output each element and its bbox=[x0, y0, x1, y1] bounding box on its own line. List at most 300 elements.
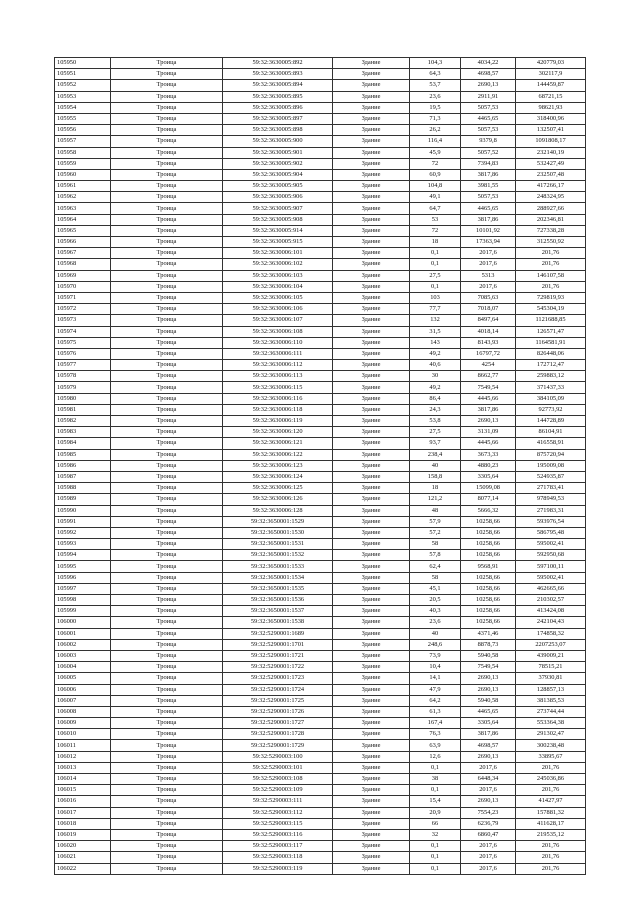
specific-value-cell: 4465,65 bbox=[461, 706, 516, 717]
cadastral-value-cell: 41427,97 bbox=[516, 796, 586, 807]
locality-cell: Троица bbox=[111, 315, 223, 326]
locality-cell: Троица bbox=[111, 371, 223, 382]
row-number-cell: 106003 bbox=[55, 650, 111, 661]
table-row bbox=[55, 270, 586, 281]
cadastral-number-cell: 59:32:3630005:895 bbox=[223, 91, 333, 102]
row-number-cell: 106014 bbox=[55, 774, 111, 785]
area-cell: 45,9 bbox=[410, 147, 461, 158]
locality-cell: Троица bbox=[111, 113, 223, 124]
area-cell: 61,3 bbox=[410, 706, 461, 717]
area-cell: 121,2 bbox=[410, 494, 461, 505]
locality-cell: Троица bbox=[111, 829, 223, 840]
locality-cell: Троица bbox=[111, 449, 223, 460]
locality-cell: Троица bbox=[111, 785, 223, 796]
locality-cell: Троица bbox=[111, 416, 223, 427]
area-cell: 63,9 bbox=[410, 740, 461, 751]
locality-cell: Троица bbox=[111, 102, 223, 113]
specific-value-cell: 4034,22 bbox=[461, 58, 516, 69]
cadastral-number-cell: 59:32:3630005:900 bbox=[223, 136, 333, 147]
table-row bbox=[55, 259, 586, 270]
area-cell: 27,5 bbox=[410, 427, 461, 438]
cadastral-number-cell: 59:32:5290001:1722 bbox=[223, 662, 333, 673]
object-type-cell: Здание bbox=[333, 292, 410, 303]
area-cell: 64,2 bbox=[410, 695, 461, 706]
cadastral-value-cell: 172712,47 bbox=[516, 360, 586, 371]
table-row bbox=[55, 449, 586, 460]
cadastral-number-cell: 59:32:3630006:112 bbox=[223, 360, 333, 371]
locality-cell: Троица bbox=[111, 852, 223, 863]
specific-value-cell: 2017,6 bbox=[461, 259, 516, 270]
area-cell: 26,2 bbox=[410, 125, 461, 136]
row-number-cell: 105968 bbox=[55, 259, 111, 270]
table-row bbox=[55, 606, 586, 617]
specific-value-cell: 10258,66 bbox=[461, 595, 516, 606]
area-cell: 57,9 bbox=[410, 516, 461, 527]
cadastral-value-cell: 201,76 bbox=[516, 863, 586, 874]
cadastral-number-cell: 59:32:3650001:1535 bbox=[223, 583, 333, 594]
row-number-cell: 105981 bbox=[55, 404, 111, 415]
cadastral-number-cell: 59:32:5290003:115 bbox=[223, 818, 333, 829]
cadastral-number-cell: 59:32:5290003:118 bbox=[223, 852, 333, 863]
specific-value-cell: 3305,64 bbox=[461, 471, 516, 482]
locality-cell: Троица bbox=[111, 192, 223, 203]
row-number-cell: 105989 bbox=[55, 494, 111, 505]
table-row bbox=[55, 147, 586, 158]
cadastral-number-cell: 59:32:3630006:113 bbox=[223, 371, 333, 382]
cadastral-value-cell: 144728,89 bbox=[516, 416, 586, 427]
object-type-cell: Здание bbox=[333, 80, 410, 91]
table-row bbox=[55, 281, 586, 292]
object-type-cell: Здание bbox=[333, 169, 410, 180]
cadastral-value-cell: 146107,58 bbox=[516, 270, 586, 281]
object-type-cell: Здание bbox=[333, 438, 410, 449]
locality-cell: Троица bbox=[111, 684, 223, 695]
specific-value-cell: 8077,14 bbox=[461, 494, 516, 505]
table-row bbox=[55, 91, 586, 102]
cadastral-number-cell: 59:32:3650001:1531 bbox=[223, 539, 333, 550]
area-cell: 104,3 bbox=[410, 58, 461, 69]
cadastral-value-cell: 92773,92 bbox=[516, 404, 586, 415]
cadastral-number-cell: 59:32:3630005:902 bbox=[223, 158, 333, 169]
area-cell: 18 bbox=[410, 483, 461, 494]
object-type-cell: Здание bbox=[333, 136, 410, 147]
cadastral-number-cell: 59:32:3630006:116 bbox=[223, 393, 333, 404]
object-type-cell: Здание bbox=[333, 203, 410, 214]
locality-cell: Троица bbox=[111, 695, 223, 706]
specific-value-cell: 4018,14 bbox=[461, 326, 516, 337]
cadastral-number-cell: 59:32:3650001:1533 bbox=[223, 561, 333, 572]
table-row bbox=[55, 292, 586, 303]
object-type-cell: Здание bbox=[333, 483, 410, 494]
cadastral-value-cell: 291302,47 bbox=[516, 729, 586, 740]
cadastral-number-cell: 59:32:5290001:1723 bbox=[223, 673, 333, 684]
specific-value-cell: 3131,09 bbox=[461, 427, 516, 438]
cadastral-value-cell: 242104,43 bbox=[516, 617, 586, 628]
table-row bbox=[55, 393, 586, 404]
area-cell: 23,6 bbox=[410, 91, 461, 102]
area-cell: 15,4 bbox=[410, 796, 461, 807]
table-row bbox=[55, 583, 586, 594]
row-number-cell: 105960 bbox=[55, 169, 111, 180]
table-row bbox=[55, 673, 586, 684]
table-row bbox=[55, 360, 586, 371]
cadastral-value-cell: 126571,47 bbox=[516, 326, 586, 337]
cadastral-value-cell: 595002,41 bbox=[516, 539, 586, 550]
object-type-cell: Здание bbox=[333, 326, 410, 337]
object-type-cell: Здание bbox=[333, 382, 410, 393]
row-number-cell: 105974 bbox=[55, 326, 111, 337]
table-row bbox=[55, 494, 586, 505]
table-row bbox=[55, 505, 586, 516]
area-cell: 32 bbox=[410, 829, 461, 840]
object-type-cell: Здание bbox=[333, 494, 410, 505]
cadastral-value-cell: 201,76 bbox=[516, 259, 586, 270]
object-type-cell: Здание bbox=[333, 371, 410, 382]
object-type-cell: Здание bbox=[333, 774, 410, 785]
cadastral-value-cell: 157881,32 bbox=[516, 807, 586, 818]
cadastral-number-cell: 59:32:5290003:101 bbox=[223, 762, 333, 773]
specific-value-cell: 2690,13 bbox=[461, 80, 516, 91]
specific-value-cell: 10258,66 bbox=[461, 516, 516, 527]
row-number-cell: 105987 bbox=[55, 471, 111, 482]
object-type-cell: Здание bbox=[333, 259, 410, 270]
locality-cell: Троица bbox=[111, 438, 223, 449]
locality-cell: Троица bbox=[111, 259, 223, 270]
row-number-cell: 106020 bbox=[55, 841, 111, 852]
area-cell: 53 bbox=[410, 214, 461, 225]
area-cell: 40,3 bbox=[410, 606, 461, 617]
object-type-cell: Здание bbox=[333, 796, 410, 807]
cadastral-value-cell: 2207253,07 bbox=[516, 639, 586, 650]
object-type-cell: Здание bbox=[333, 606, 410, 617]
row-number-cell: 105955 bbox=[55, 113, 111, 124]
locality-cell: Троица bbox=[111, 494, 223, 505]
object-type-cell: Здание bbox=[333, 863, 410, 874]
cadastral-value-table bbox=[54, 57, 586, 875]
cadastral-number-cell: 59:32:5290001:1726 bbox=[223, 706, 333, 717]
row-number-cell: 105979 bbox=[55, 382, 111, 393]
area-cell: 0,1 bbox=[410, 281, 461, 292]
area-cell: 18 bbox=[410, 237, 461, 248]
area-cell: 76,3 bbox=[410, 729, 461, 740]
table-row bbox=[55, 203, 586, 214]
table-row bbox=[55, 58, 586, 69]
locality-cell: Троица bbox=[111, 304, 223, 315]
table-row bbox=[55, 762, 586, 773]
object-type-cell: Здание bbox=[333, 841, 410, 852]
specific-value-cell: 8497,64 bbox=[461, 315, 516, 326]
specific-value-cell: 3673,33 bbox=[461, 449, 516, 460]
table-row bbox=[55, 550, 586, 561]
table-row bbox=[55, 181, 586, 192]
row-number-cell: 106022 bbox=[55, 863, 111, 874]
object-type-cell: Здание bbox=[333, 449, 410, 460]
object-type-cell: Здание bbox=[333, 69, 410, 80]
cadastral-number-cell: 59:32:3630005:906 bbox=[223, 192, 333, 203]
cadastral-number-cell: 59:32:3650001:1529 bbox=[223, 516, 333, 527]
table-row bbox=[55, 169, 586, 180]
area-cell: 20,9 bbox=[410, 807, 461, 818]
table-row bbox=[55, 539, 586, 550]
cadastral-value-cell: 592950,68 bbox=[516, 550, 586, 561]
specific-value-cell: 8143,93 bbox=[461, 337, 516, 348]
row-number-cell: 105982 bbox=[55, 416, 111, 427]
area-cell: 104,8 bbox=[410, 181, 461, 192]
cadastral-number-cell: 59:32:3630006:128 bbox=[223, 505, 333, 516]
object-type-cell: Здание bbox=[333, 158, 410, 169]
area-cell: 49,2 bbox=[410, 348, 461, 359]
specific-value-cell: 10258,66 bbox=[461, 572, 516, 583]
cadastral-number-cell: 59:32:3650001:1537 bbox=[223, 606, 333, 617]
row-number-cell: 105954 bbox=[55, 102, 111, 113]
cadastral-number-cell: 59:32:3630006:101 bbox=[223, 248, 333, 259]
cadastral-value-cell: 318400,96 bbox=[516, 113, 586, 124]
cadastral-value-cell: 219535,12 bbox=[516, 829, 586, 840]
cadastral-value-cell: 232507,48 bbox=[516, 169, 586, 180]
object-type-cell: Здание bbox=[333, 427, 410, 438]
table-row bbox=[55, 113, 586, 124]
table-row bbox=[55, 751, 586, 762]
locality-cell: Троица bbox=[111, 483, 223, 494]
area-cell: 62,4 bbox=[410, 561, 461, 572]
cadastral-value-cell: 37930,81 bbox=[516, 673, 586, 684]
specific-value-cell: 5313 bbox=[461, 270, 516, 281]
specific-value-cell: 2017,6 bbox=[461, 248, 516, 259]
cadastral-number-cell: 59:32:3630005:907 bbox=[223, 203, 333, 214]
object-type-cell: Здание bbox=[333, 807, 410, 818]
object-type-cell: Здание bbox=[333, 471, 410, 482]
specific-value-cell: 10258,66 bbox=[461, 583, 516, 594]
locality-cell: Троица bbox=[111, 550, 223, 561]
area-cell: 40,6 bbox=[410, 360, 461, 371]
cadastral-value-cell: 875720,94 bbox=[516, 449, 586, 460]
object-type-cell: Здание bbox=[333, 561, 410, 572]
table-row bbox=[55, 225, 586, 236]
cadastral-number-cell: 59:32:5290001:1701 bbox=[223, 639, 333, 650]
object-type-cell: Здание bbox=[333, 706, 410, 717]
object-type-cell: Здание bbox=[333, 527, 410, 538]
locality-cell: Троица bbox=[111, 125, 223, 136]
row-number-cell: 105984 bbox=[55, 438, 111, 449]
row-number-cell: 106005 bbox=[55, 673, 111, 684]
area-cell: 40 bbox=[410, 460, 461, 471]
cadastral-value-cell: 302117,9 bbox=[516, 69, 586, 80]
row-number-cell: 106017 bbox=[55, 807, 111, 818]
table-row bbox=[55, 628, 586, 639]
object-type-cell: Здание bbox=[333, 225, 410, 236]
locality-cell: Троица bbox=[111, 393, 223, 404]
specific-value-cell: 4698,57 bbox=[461, 740, 516, 751]
cadastral-number-cell: 59:32:3630006:119 bbox=[223, 416, 333, 427]
area-cell: 0,1 bbox=[410, 841, 461, 852]
area-cell: 72 bbox=[410, 158, 461, 169]
row-number-cell: 105999 bbox=[55, 606, 111, 617]
table-row bbox=[55, 595, 586, 606]
cadastral-value-cell: 132507,41 bbox=[516, 125, 586, 136]
row-number-cell: 105951 bbox=[55, 69, 111, 80]
object-type-cell: Здание bbox=[333, 147, 410, 158]
row-number-cell: 106008 bbox=[55, 706, 111, 717]
table-row bbox=[55, 617, 586, 628]
table-row bbox=[55, 807, 586, 818]
object-type-cell: Здание bbox=[333, 248, 410, 259]
specific-value-cell: 7549,54 bbox=[461, 382, 516, 393]
locality-cell: Троица bbox=[111, 595, 223, 606]
cadastral-number-cell: 59:32:3630006:115 bbox=[223, 382, 333, 393]
specific-value-cell: 5057,52 bbox=[461, 147, 516, 158]
cadastral-number-cell: 59:32:3630006:126 bbox=[223, 494, 333, 505]
locality-cell: Троица bbox=[111, 248, 223, 259]
cadastral-number-cell: 59:32:5290003:100 bbox=[223, 751, 333, 762]
table-row bbox=[55, 304, 586, 315]
table-row bbox=[55, 662, 586, 673]
specific-value-cell: 10258,66 bbox=[461, 617, 516, 628]
locality-cell: Троица bbox=[111, 539, 223, 550]
area-cell: 158,8 bbox=[410, 471, 461, 482]
cadastral-value-cell: 98621,93 bbox=[516, 102, 586, 113]
specific-value-cell: 8662,77 bbox=[461, 371, 516, 382]
row-number-cell: 106001 bbox=[55, 628, 111, 639]
row-number-cell: 105993 bbox=[55, 539, 111, 550]
cadastral-number-cell: 59:32:5290003:117 bbox=[223, 841, 333, 852]
table-row bbox=[55, 516, 586, 527]
locality-cell: Троица bbox=[111, 158, 223, 169]
row-number-cell: 105969 bbox=[55, 270, 111, 281]
row-number-cell: 105986 bbox=[55, 460, 111, 471]
cadastral-number-cell: 59:32:3650001:1532 bbox=[223, 550, 333, 561]
locality-cell: Троица bbox=[111, 841, 223, 852]
table-row bbox=[55, 404, 586, 415]
table-row bbox=[55, 460, 586, 471]
cadastral-number-cell: 59:32:5290001:1729 bbox=[223, 740, 333, 751]
table-row bbox=[55, 740, 586, 751]
cadastral-number-cell: 59:32:5290001:1689 bbox=[223, 628, 333, 639]
table-row bbox=[55, 863, 586, 874]
cadastral-number-cell: 59:32:3630006:123 bbox=[223, 460, 333, 471]
object-type-cell: Здание bbox=[333, 785, 410, 796]
table-row bbox=[55, 818, 586, 829]
area-cell: 64,7 bbox=[410, 203, 461, 214]
cadastral-value-cell: 586795,48 bbox=[516, 527, 586, 538]
specific-value-cell: 7018,07 bbox=[461, 304, 516, 315]
area-cell: 53,7 bbox=[410, 80, 461, 91]
area-cell: 143 bbox=[410, 337, 461, 348]
row-number-cell: 105964 bbox=[55, 214, 111, 225]
area-cell: 238,4 bbox=[410, 449, 461, 460]
locality-cell: Троица bbox=[111, 337, 223, 348]
row-number-cell: 105985 bbox=[55, 449, 111, 460]
object-type-cell: Здание bbox=[333, 662, 410, 673]
cadastral-value-cell: 417266,17 bbox=[516, 181, 586, 192]
locality-cell: Троица bbox=[111, 606, 223, 617]
area-cell: 57,2 bbox=[410, 527, 461, 538]
locality-cell: Троица bbox=[111, 58, 223, 69]
locality-cell: Троица bbox=[111, 91, 223, 102]
locality-cell: Троица bbox=[111, 673, 223, 684]
row-number-cell: 105966 bbox=[55, 237, 111, 248]
row-number-cell: 106019 bbox=[55, 829, 111, 840]
specific-value-cell: 4465,65 bbox=[461, 203, 516, 214]
area-cell: 167,4 bbox=[410, 718, 461, 729]
table-row bbox=[55, 829, 586, 840]
row-number-cell: 105963 bbox=[55, 203, 111, 214]
specific-value-cell: 7549,54 bbox=[461, 662, 516, 673]
cadastral-number-cell: 59:32:3630005:901 bbox=[223, 147, 333, 158]
area-cell: 0,1 bbox=[410, 863, 461, 874]
row-number-cell: 106013 bbox=[55, 762, 111, 773]
locality-cell: Троица bbox=[111, 639, 223, 650]
cadastral-number-cell: 59:32:3630005:915 bbox=[223, 237, 333, 248]
locality-cell: Троица bbox=[111, 807, 223, 818]
cadastral-value-cell: 201,76 bbox=[516, 785, 586, 796]
table-row bbox=[55, 326, 586, 337]
cadastral-value-cell: 553364,38 bbox=[516, 718, 586, 729]
table-row bbox=[55, 416, 586, 427]
row-number-cell: 106010 bbox=[55, 729, 111, 740]
locality-cell: Троица bbox=[111, 136, 223, 147]
object-type-cell: Здание bbox=[333, 639, 410, 650]
table-row bbox=[55, 471, 586, 482]
cadastral-number-cell: 59:32:3630006:107 bbox=[223, 315, 333, 326]
cadastral-value-cell: 532427,49 bbox=[516, 158, 586, 169]
object-type-cell: Здание bbox=[333, 281, 410, 292]
cadastral-value-cell: 248324,95 bbox=[516, 192, 586, 203]
specific-value-cell: 9568,91 bbox=[461, 561, 516, 572]
specific-value-cell: 3817,86 bbox=[461, 404, 516, 415]
specific-value-cell: 7085,63 bbox=[461, 292, 516, 303]
area-cell: 49,2 bbox=[410, 382, 461, 393]
row-number-cell: 105950 bbox=[55, 58, 111, 69]
row-number-cell: 105977 bbox=[55, 360, 111, 371]
locality-cell: Троица bbox=[111, 706, 223, 717]
area-cell: 248,6 bbox=[410, 639, 461, 650]
row-number-cell: 105958 bbox=[55, 147, 111, 158]
table-row bbox=[55, 483, 586, 494]
specific-value-cell: 4445,66 bbox=[461, 393, 516, 404]
area-cell: 0,1 bbox=[410, 259, 461, 270]
row-number-cell: 105997 bbox=[55, 583, 111, 594]
specific-value-cell: 6236,79 bbox=[461, 818, 516, 829]
specific-value-cell: 2690,13 bbox=[461, 796, 516, 807]
area-cell: 20,5 bbox=[410, 595, 461, 606]
area-cell: 38 bbox=[410, 774, 461, 785]
table-row bbox=[55, 348, 586, 359]
object-type-cell: Здание bbox=[333, 740, 410, 751]
locality-cell: Троица bbox=[111, 281, 223, 292]
cadastral-value-cell: 420779,03 bbox=[516, 58, 586, 69]
area-cell: 116,4 bbox=[410, 136, 461, 147]
cadastral-value-cell: 232140,19 bbox=[516, 147, 586, 158]
cadastral-value-cell: 201,76 bbox=[516, 852, 586, 863]
object-type-cell: Здание bbox=[333, 617, 410, 628]
locality-cell: Троица bbox=[111, 404, 223, 415]
locality-cell: Троица bbox=[111, 774, 223, 785]
cadastral-value-cell: 201,76 bbox=[516, 248, 586, 259]
specific-value-cell: 5666,32 bbox=[461, 505, 516, 516]
locality-cell: Троица bbox=[111, 471, 223, 482]
cadastral-value-cell: 371437,33 bbox=[516, 382, 586, 393]
cadastral-number-cell: 59:32:3630006:110 bbox=[223, 337, 333, 348]
table-row bbox=[55, 695, 586, 706]
object-type-cell: Здание bbox=[333, 516, 410, 527]
cadastral-value-cell: 195009,08 bbox=[516, 460, 586, 471]
cadastral-number-cell: 59:32:3630005:914 bbox=[223, 225, 333, 236]
cadastral-number-cell: 59:32:5290003:119 bbox=[223, 863, 333, 874]
object-type-cell: Здание bbox=[333, 404, 410, 415]
row-number-cell: 105953 bbox=[55, 91, 111, 102]
cadastral-value-cell: 271983,31 bbox=[516, 505, 586, 516]
cadastral-value-cell: 1164581,91 bbox=[516, 337, 586, 348]
